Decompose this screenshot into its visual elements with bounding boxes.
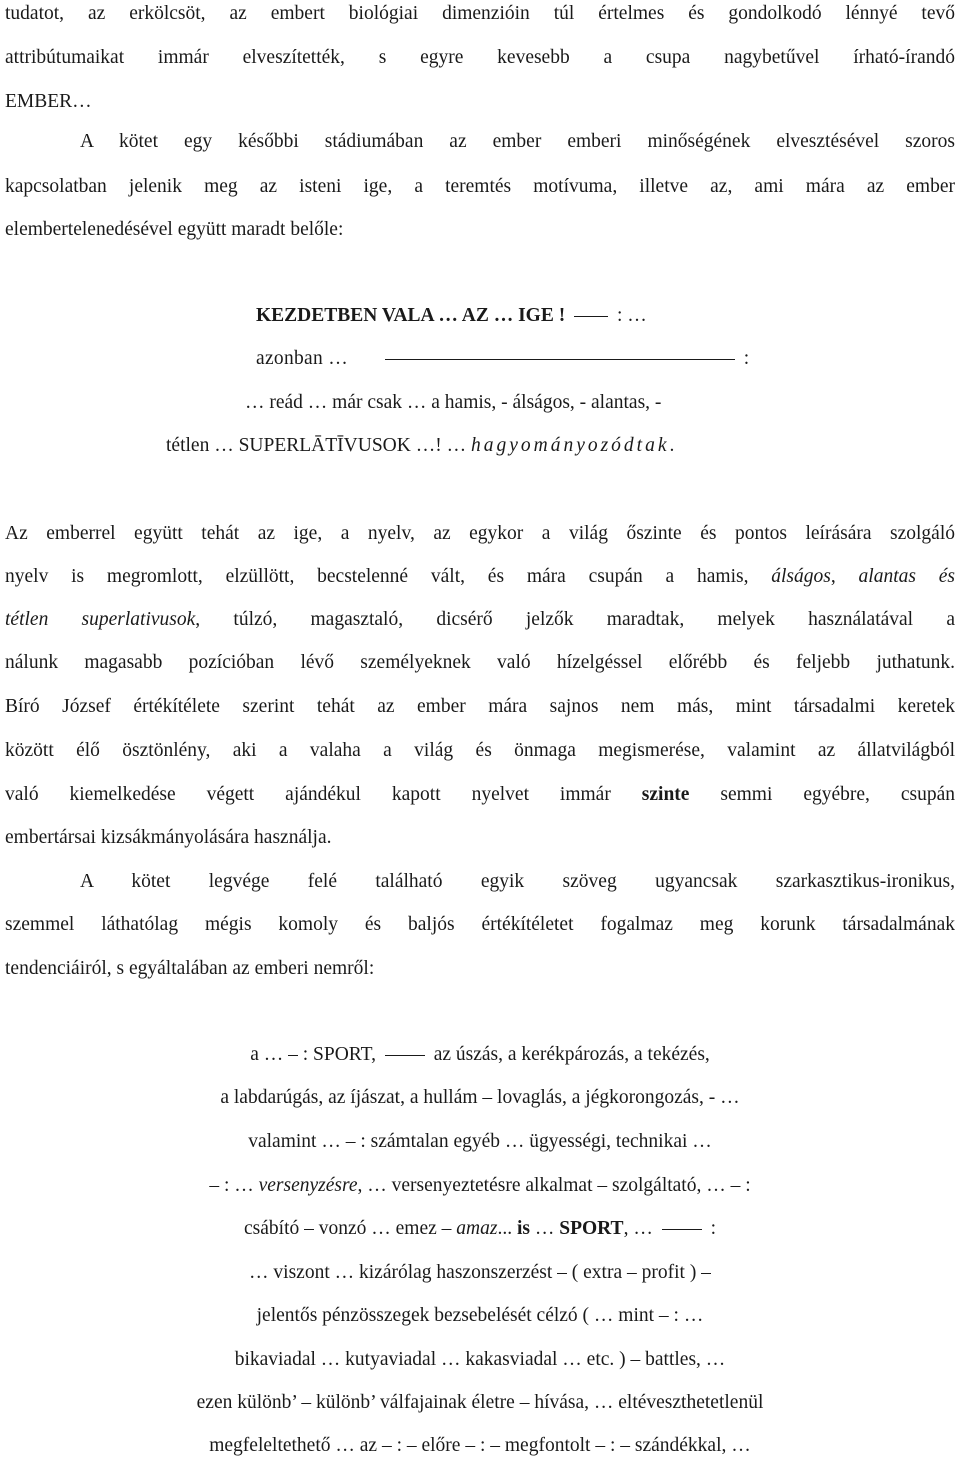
- text-line: [5, 608, 955, 632]
- text-line: A kötet egy későbbi stádiumában az ember emberi minőségének elvesztésével szoros: [80, 131, 955, 152]
- text-line: között élő ösztönlény, aki a valaha a világ és önmaga megismerése, valamint az állatvilágból: [5, 740, 955, 761]
- poem-text: azonban …: [256, 348, 349, 369]
- poem-line: [166, 434, 886, 458]
- text-line: EMBER…: [5, 91, 92, 112]
- text-line: [5, 565, 955, 589]
- bold-span: szinte: [641, 784, 690, 805]
- text-line: szemmel láthatólag mégis komoly és baljós értékítéletet fogalmaz meg korunk társadalmának: [5, 914, 955, 935]
- poem-line: [0, 1217, 960, 1241]
- dash-rule: [662, 1229, 702, 1230]
- text-line: [5, 783, 955, 807]
- poem-text: , …: [623, 1218, 653, 1239]
- text-span: való kiemelkedése végett ajándékul kapott nyelvet immár: [5, 784, 611, 805]
- poem-line: … viszont … kizárólag haszonszerzést – ( extra – profit ) –: [249, 1262, 711, 1283]
- poem-text: csábító – vonzó … emez –: [244, 1218, 452, 1239]
- poem-text: : …: [616, 305, 647, 326]
- poem-text: .: [669, 435, 675, 456]
- italic-span: amaz: [456, 1218, 498, 1239]
- poem-line: jelentős pénzösszegek bezsebelését célzó ( … mint – : …: [256, 1305, 704, 1326]
- bold-span: is: [516, 1218, 530, 1239]
- poem-line: megfeleltethető … az – : – előre – : – megfontolt – : – szándékkal, …: [209, 1435, 751, 1456]
- italic-span: tétlen superlativusok: [5, 609, 196, 630]
- poem-text: :: [743, 348, 750, 369]
- poem-text-spaced: hagyományozódtak: [470, 435, 670, 456]
- bold-span: SPORT: [559, 1218, 624, 1239]
- poem-line: ezen különb’ – különb’ válfajainak életre – hívása, … eltéveszthetetlenül: [196, 1392, 764, 1413]
- poem-line: [256, 304, 856, 328]
- italic-span: álságos: [771, 566, 831, 587]
- text-line: Bíró József értékítélete szerint tehát az ember mára sajnos nem más, mint társadalmi keretek: [5, 696, 955, 717]
- poem-text: …: [534, 1218, 555, 1239]
- text-line: tudatot, az erkölcsöt, az embert biológiai dimenzióin túl értelmes és gondolkodó lénnyé tevő: [5, 3, 955, 24]
- dash-rule: [385, 1055, 425, 1056]
- text-span: semmi egyébre, csupán: [720, 784, 956, 805]
- poem-text: :: [710, 1218, 716, 1239]
- text-span: , túlzó, magasztaló, dicsérő jelzők maradtak, melyek használatával a: [195, 609, 955, 630]
- poem-text: , … versenyeztetésre alkalmat – szolgáltató, … – :: [357, 1175, 751, 1196]
- italic-span: alantas és: [858, 566, 955, 587]
- text-line: Az emberrel együtt tehát az ige, a nyelv, az egykor a világ őszinte és pontos leírására szolgáló: [5, 523, 955, 544]
- text-line: kapcsolatban jelenik meg az isteni ige, a teremtés motívuma, illetve az, ami mára az ember: [5, 176, 955, 197]
- text-line: embertársai kizsákmányolására használja.: [5, 827, 332, 848]
- text-line: tendenciáiról, s egyáltalában az emberi nemről:: [5, 958, 375, 979]
- text-line: nálunk magasabb pozícióban lévő személyeknek való hízelgéssel előrébb és feljebb juthatunk.: [5, 652, 955, 673]
- italic-span: versenyzésre: [258, 1175, 358, 1196]
- dash-rule: [574, 316, 608, 317]
- dash-rule: [385, 359, 735, 360]
- poem-text: a … – : SPORT,: [250, 1044, 376, 1065]
- poem-line: bikaviadal … kutyaviadal … kakasviadal … etc. ) – battles, …: [234, 1349, 726, 1370]
- poem-text: – : …: [209, 1175, 254, 1196]
- poem-text: KEZDETBEN VALA … AZ … IGE !: [256, 305, 566, 326]
- poem-line: … reád … már csak … a hamis, - álságos, - alantas, -: [245, 392, 662, 413]
- text-line: elembertelenedésével együtt maradt belőle:: [5, 219, 344, 240]
- poem-line: [0, 1043, 960, 1067]
- text-span: nyelv is megromlott, elzüllött, becstelenné vált, és mára csupán a hamis,: [5, 566, 749, 587]
- text-line: A kötet legvége felé található egyik szöveg ugyancsak szarkasztikus-ironikus,: [80, 871, 955, 892]
- text-span: ,: [830, 566, 836, 587]
- poem-text: tétlen … SUPERLĀTĪVUSOK …! …: [166, 435, 467, 456]
- poem-line: a labdarúgás, az íjászat, a hullám – lovaglás, a jégkorongozás, - …: [220, 1087, 740, 1108]
- poem-text: ...: [497, 1218, 513, 1239]
- poem-line: [256, 347, 856, 371]
- poem-line: [0, 1174, 960, 1198]
- text-line: attribútumaikat immár elveszítették, s egyre kevesebb a csupa nagybetűvel írható-írandó: [5, 47, 955, 68]
- poem-line: valamint … – : számtalan egyéb … ügyességi, technikai …: [248, 1131, 712, 1152]
- poem-text: az úszás, a kerékpározás, a tekézés,: [433, 1044, 710, 1065]
